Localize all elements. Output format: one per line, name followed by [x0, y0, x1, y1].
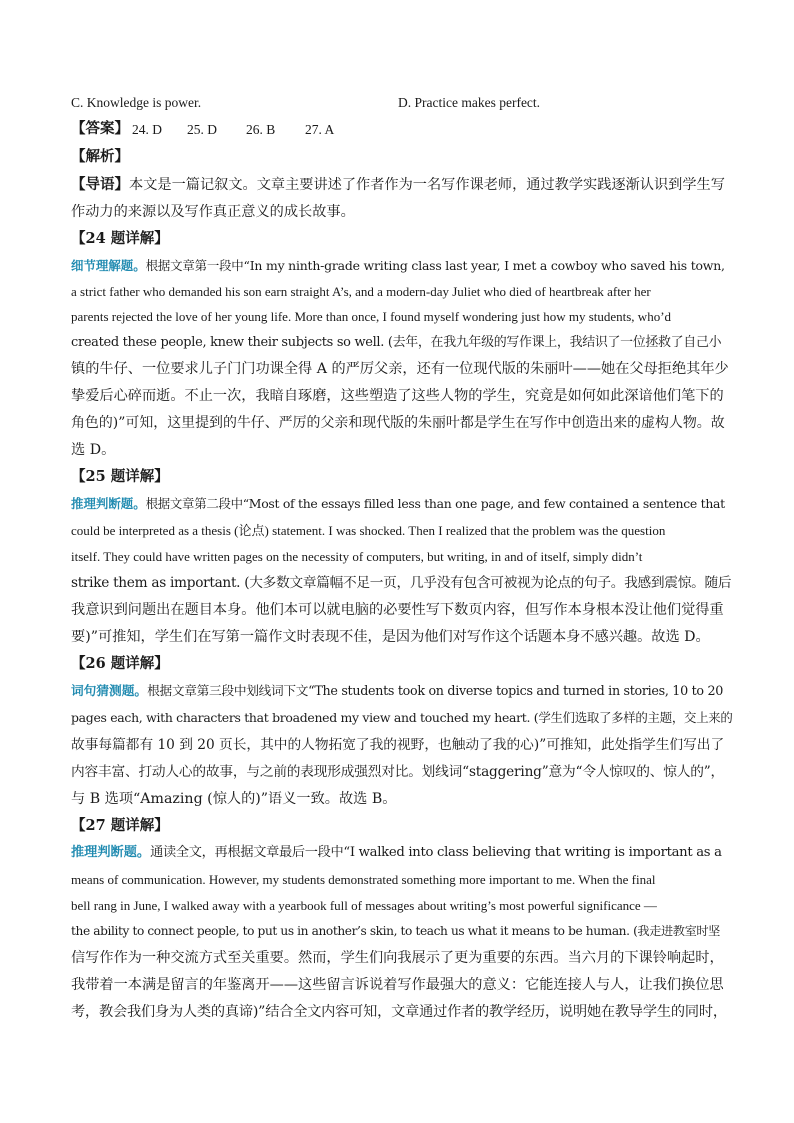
q24-line: 选 D。 [71, 442, 116, 458]
q25-line: 要)”可推知，学生们在写第一篇作文时表现不佳，是因为他们对写作这个话题本身不感兴趣。故选 D。 [71, 629, 710, 645]
option-d: D. Practice makes perfect. [398, 95, 541, 110]
intro-line-2: 作动力的来源以及写作真正意义的成长故事。 [71, 204, 355, 220]
q24-line: created these people, knew their subjects so well. (去年，在我九年级的写作课上，我结识了一位拯救了自己小 [71, 335, 722, 350]
q26-line: pages each, with characters that broadened my view and touched my heart. (学生们选取了多样的主题，交上来的 [71, 710, 733, 725]
q25-line [71, 494, 731, 514]
q24-line: a strict father who demanded his son earn straight A’s, and a modern-day Juliet who died of heartbreak after her [71, 284, 651, 299]
q27-line: means of communication. However, my students demonstrated something more important to me. When the final [71, 872, 656, 887]
q24-type-tag: 细节理解题。 [71, 258, 146, 273]
q27-line: 考，教会我们身为人类的真谛)”结合全文内容可知，文章通过作者的教学经历，说明她在教导学生的同时， [71, 1004, 727, 1020]
intro-line-1 [71, 175, 731, 195]
q26-line: 故事每篇都有 10 到 20 页长，其中的人物拓宽了我的视野，也触动了我的心)”可推知，此处指学生们写出了 [71, 737, 725, 753]
option-c: C. Knowledge is power. [71, 95, 202, 110]
q26-line: 与 B 选项“Amazing (惊人的)”语义一致。故选 B。 [71, 791, 397, 807]
answer-label: 【答案】 [71, 120, 129, 137]
q24-line: 挚爱后心碎而逝。不止一次，我暗自琢磨，这些塑造了这些人物的学生，究竟是如何如此深谙他们笔下的 [71, 388, 724, 404]
q25-text: 根据文章第二段中“Most of the essays filled less than one page, and few contained a sentence that [145, 496, 725, 511]
q25-line: 我意识到问题出在题目本身。他们本可以就电脑的必要性写下数页内容，但写作本身根本没让他们觉得重 [71, 602, 724, 618]
q25-line: could be interpreted as a thesis (论点) statement. I was shocked. Then I realized that the problem was the question [71, 523, 666, 538]
q24-line: parents rejected the love of her young life. More than once, I found myself wondering just how my students, who’d [71, 309, 672, 324]
answer-item: 27. A [305, 122, 335, 137]
q27-line: bell rang in June, I walked away with a yearbook full of messages about writing’s most powerful significance — [71, 898, 657, 913]
q26-line: 内容丰富、打动人心的故事，与之前的表现形成强烈对比。划线词“staggering”意为“令人惊叹的、惊人的”， [71, 764, 724, 780]
q24-text: 根据文章第一段中“In my ninth-grade writing class last year, I met a cowboy who saved his town, [145, 258, 725, 273]
q27-line: the ability to connect people, to put us in another’s skin, to teach us what it means to be human. (我走进教室时坚 [71, 924, 720, 938]
intro-label: 【导语】 [71, 176, 129, 193]
q25-type-tag: 推理判断题。 [71, 496, 146, 511]
q25-line: strike them as important. (大多数文章篇幅不足一页，几乎没有包含可被视为论点的句子。我感到震惊。随后 [71, 575, 732, 591]
q25-line: itself. They could have written pages on the necessity of computers, but writing, in and of itself, simply didn’t [71, 549, 643, 564]
intro-text: 本文是一篇记叙文。文章主要讲述了作者作为一名写作课老师，通过教学实践逐渐认识到学生写 [129, 177, 725, 193]
q27-line: 信写作作为一种交流方式至关重要。然而，学生们向我展示了更为重要的东西。当六月的下课铃响起时， [71, 950, 724, 966]
q27-text: 通读全文，再根据文章最后一段中“I walked into class believing that writing is important as a [150, 845, 722, 860]
q27-line [71, 843, 731, 863]
q27-type-tag: 推理判断题。 [71, 845, 151, 860]
q27-heading: 【27 题详解】 [71, 817, 169, 834]
q26-heading: 【26 题详解】 [71, 655, 169, 672]
q24-line: 角色的)”可知，这里提到的牛仔、严厉的父亲和现代版的朱丽叶都是学生在写作中创造出来的虚构人物。故 [71, 415, 725, 431]
q26-text: 根据文章第三段中划线词下文“The students took on diverse topics and turned in stories, 10 to 20 [147, 683, 723, 698]
analysis-label: 【解析】 [71, 148, 129, 165]
q25-heading: 【25 题详解】 [71, 468, 169, 485]
q27-line: 我带着一本满是留言的年鉴离开——这些留言诉说着写作最强大的意义：它能连接人与人，让我们换位思 [71, 977, 724, 993]
answer-item: 26. B [246, 122, 276, 137]
q26-type-tag: 词句猜测题。 [71, 683, 148, 698]
q24-line [71, 256, 731, 276]
q24-line: 镇的牛仔、一位要求儿子门门功课全得 A 的严厉父亲，还有一位现代版的朱丽叶——她在父母拒绝其年少 [71, 361, 729, 377]
q24-heading: 【24 题详解】 [71, 230, 169, 247]
q26-line [71, 681, 731, 701]
answer-item: 24. D [132, 122, 162, 137]
answer-item: 25. D [187, 122, 217, 137]
